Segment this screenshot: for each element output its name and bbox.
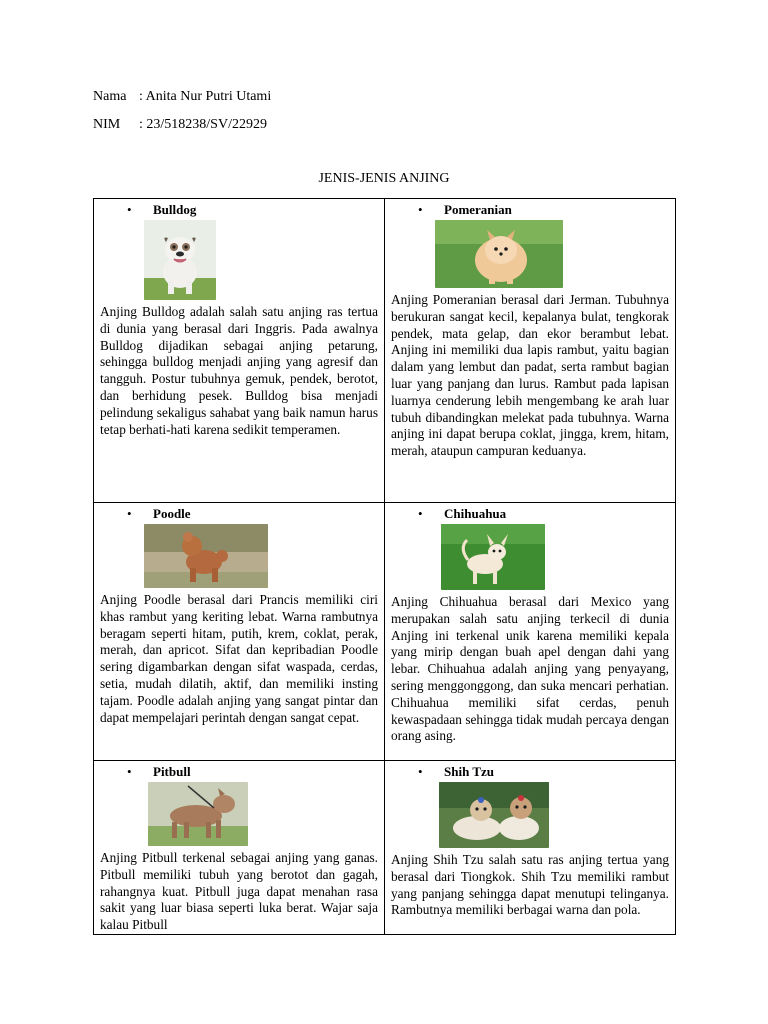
breed-heading: [391, 201, 669, 218]
breed-cell-chihuahua: [385, 503, 676, 761]
bullet-icon: •: [127, 202, 132, 217]
name-label: Nama: [93, 89, 127, 104]
breed-name: Chihuahua: [444, 506, 507, 521]
breed-heading: [100, 201, 378, 218]
breed-heading: [100, 763, 378, 780]
nim-label: NIM: [93, 117, 121, 132]
breed-name: Pomeranian: [444, 202, 512, 217]
table-row: [94, 761, 676, 935]
breeds-table: [93, 198, 676, 935]
breed-cell-shih-tzu: [385, 761, 676, 935]
bullet-icon: •: [418, 202, 423, 217]
breed-name: Shih Tzu: [444, 764, 494, 779]
breed-cell-poodle: [94, 503, 385, 761]
breed-description: Anjing Pomeranian berasal dari Jerman. Tubuhnya berukuran sangat kecil, kepalanya bulat, tengkorak pendek, mata gelap, dan ekor berambut lebat. Anjing ini memiliki dua lapis rambut, yaitu bagian dalam yang lembut dan padat, serta rambut bagian luar yang panjang dan lurus. Rambut pada lapisan luarnya cenderung lebih mengembang ke arah luar tubuh dibandingkan melekat pada tubuhnya. Warna anjing ini dapat berupa coklat, jingga, krem, hitam, merah, ataupun campuran keduanya.: [391, 292, 669, 459]
student-name-line: [93, 88, 271, 106]
breed-description: Anjing Chihuahua berasal dari Mexico yang merupakan salah satu anjing terkecil di dunia Anjing ini terkenal unik karena memiliki kepala yang mirip dengan buah apel dengan dahi yang lebar. Chihuahua adalah anjing yang penyayang, sering menggonggong, dan suka mencari perhatian. Chihuahua memiliki sifat cerdas, penuh kewaspadaan sehingga tidak mudah percaya dengan orang asing.: [391, 594, 669, 744]
bullet-icon: •: [127, 764, 132, 779]
student-nim-line: [93, 116, 267, 134]
breed-heading: [391, 505, 669, 522]
pomeranian-photo: [435, 220, 563, 288]
table-row: [94, 199, 676, 503]
breed-description: Anjing Bulldog adalah salah satu anjing ras tertua di dunia yang berasal dari Inggris. Pada awalnya Bulldog dijadikan sebagai anjing petarung, sehingga bulldog menjadi anjing yang agresif dan tangguh. Postur tubuhnya gemuk, pendek, berotot, dan berhidung pesek. Bulldog bisa menjadi pelindung sekaligus sahabat yang baik namun harus tetap berhati-hati karena sedikit temperamen.: [100, 304, 378, 437]
nim-value: : 23/518238/SV/22929: [139, 117, 267, 132]
breed-name: Pitbull: [153, 764, 191, 779]
breed-name: Bulldog: [153, 202, 197, 217]
breed-cell-bulldog: [94, 199, 385, 503]
chihuahua-photo: [441, 524, 545, 590]
document-title: JENIS-JENIS ANJING: [318, 171, 450, 186]
bullet-icon: •: [418, 764, 423, 779]
name-value: : Anita Nur Putri Utami: [139, 89, 272, 104]
breed-heading: [100, 505, 378, 522]
pitbull-photo: [148, 782, 248, 846]
breed-cell-pitbull: [94, 761, 385, 935]
bullet-icon: •: [418, 506, 423, 521]
poodle-photo: [144, 524, 268, 588]
shih-tzu-photo: [439, 782, 549, 848]
breed-heading: [391, 763, 669, 780]
breed-cell-pomeranian: [385, 199, 676, 503]
breed-description: Anjing Shih Tzu salah satu ras anjing tertua yang berasal dari Tiongkok. Shih Tzu memiliki rambut yang panjang sehingga dapat menutupi telinganya. Rambutnya memiliki berbagai warna dan pola.: [391, 852, 669, 918]
breed-description: Anjing Poodle berasal dari Prancis memiliki ciri khas rambut yang keriting lebat. Warna rambutnya beragam seperti hitam, putih, krem, coklat, perak, merah, dan apricot. Sifat dan kepribadian Poodle sering digambarkan dengan sifat waspada, cerdas, setia, mudah dilatih, aktif, dan memiliki insting tajam. Poodle adalah anjing yang sangat pintar dan dapat mempelajari perintah dengan sangat cepat.: [100, 592, 378, 725]
bulldog-photo: [144, 220, 216, 300]
breed-description: Anjing Pitbull terkenal sebagai anjing yang ganas. Pitbull memiliki tubuh yang berotot dan gagah, rahangnya kuat. Pitbull juga dapat menahan rasa sakit yang luar biasa seperti luka berat. Wajar saja kalau Pitbull: [100, 850, 378, 933]
breed-name: Poodle: [153, 506, 191, 521]
bullet-icon: •: [127, 506, 132, 521]
table-row: [94, 503, 676, 761]
